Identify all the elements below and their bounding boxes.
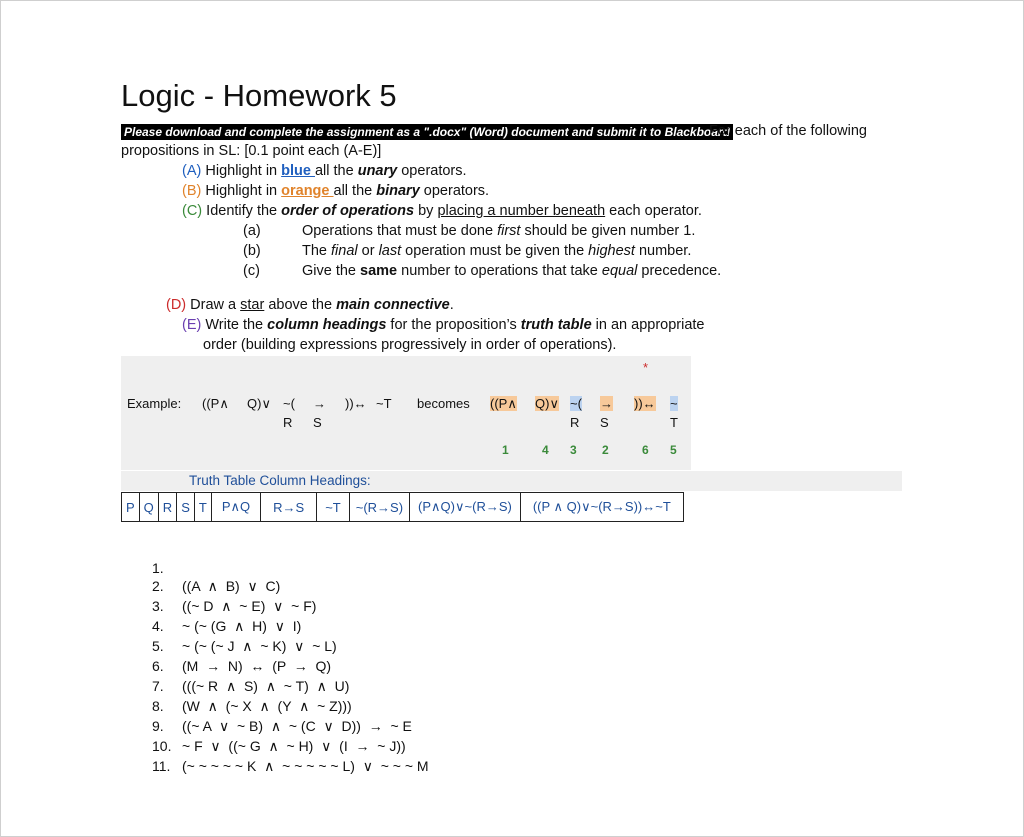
list-item-number: 5. (152, 638, 164, 654)
list-item: (M → N) ↔ (P → Q) (182, 658, 332, 674)
example-right-token-6: ~ (670, 396, 678, 411)
table-cell: ((P ∧ Q)∨~(R→S))↔~T (520, 493, 683, 522)
example-order-number: 5 (670, 443, 677, 457)
list-item-number: 6. (152, 658, 164, 674)
list-item-number: 8. (152, 698, 164, 714)
list-item-number: 3. (152, 598, 164, 614)
truth-table-heading-label: Truth Table Column Headings: (189, 473, 371, 488)
table-cell: ~(R→S) (349, 493, 409, 522)
list-item: (W ∧ (~ X ∧ (Y ∧ ~ Z))) (182, 698, 352, 714)
example-order-number: 4 (542, 443, 549, 457)
table-cell: (P∧Q)∨~(R→S) (410, 493, 521, 522)
list-item-number: 7. (152, 678, 164, 694)
instruction-c-sub-b: The final or last operation must be given the highest number. (302, 243, 692, 259)
list-item: ((A ∧ B) ∨ C) (182, 578, 281, 594)
list-item-number: 1. (152, 560, 164, 576)
example-right-r: R (570, 415, 580, 430)
example-order-number: 6 (642, 443, 649, 457)
intro-line-1: For each of the following (709, 123, 867, 139)
example-left-token-5: ))↔ (345, 396, 367, 411)
table-cell: R (158, 493, 176, 522)
list-item-number: 4. (152, 618, 164, 634)
table-cell: P∧Q (211, 493, 260, 522)
example-becomes: becomes (417, 396, 470, 411)
instruction-c: (C) Identify the order of operations by placing a number beneath each operator. (182, 203, 702, 219)
instruction-c-sub-c: Give the same number to operations that take equal precedence. (302, 263, 722, 279)
example-left-r: R (283, 415, 293, 430)
table-cell: ~T (317, 493, 350, 522)
list-item: ((~ D ∧ ~ E) ∨ ~ F) (182, 598, 317, 614)
example-left-s: S (313, 415, 322, 430)
list-item: ~ (~ (~ J ∧ ~ K) ∨ ~ L) (182, 638, 337, 654)
instruction-c-sub-c-label: (c) (243, 263, 260, 279)
example-left-token-3: ~( (283, 396, 295, 411)
list-item-number: 9. (152, 718, 164, 734)
list-item: (~ ~ ~ ~ ~ K ∧ ~ ~ ~ ~ ~ L) ∨ ~ ~ ~ M (182, 758, 429, 774)
instruction-c-sub-a-label: (a) (243, 223, 261, 239)
instruction-e-line-2: order (building expressions progressively in order of operations). (203, 337, 617, 353)
example-order-number: 2 (602, 443, 609, 457)
instruction-c-sub-b-label: (b) (243, 243, 261, 259)
table-cell: T (194, 493, 211, 522)
example-left-token-4: → (313, 396, 326, 411)
table-cell: Q (139, 493, 158, 522)
instruction-a: (A) Highlight in blue all the unary operators. (182, 163, 467, 179)
list-item: ~ F ∨ ((~ G ∧ ~ H) ∨ (I → ~ J)) (182, 738, 406, 754)
page-title: Logic - Homework 5 (121, 78, 397, 113)
submission-banner: Please download and complete the assignment as a ".docx" (Word) document and submit it to Blackboard (121, 124, 733, 140)
example-left-token-2: Q)∨ (247, 396, 271, 411)
table-cell: S (177, 493, 195, 522)
instruction-b: (B) Highlight in orange all the binary operators. (182, 183, 490, 199)
example-label: Example: (127, 396, 182, 411)
list-item-number: 10. (152, 738, 172, 754)
example-left-token-6: ~T (376, 396, 392, 411)
example-right-token-3: ~( (570, 396, 582, 411)
example-right-s: S (600, 415, 609, 430)
example-right-token-1: ((P∧ (490, 396, 517, 411)
list-item-number: 11. (152, 758, 171, 774)
list-item: ((~ A ∨ ~ B) ∧ ~ (C ∨ D)) → ~ E (182, 718, 412, 734)
example-order-number: 1 (502, 443, 509, 457)
example-left-token-1: ((P∧ (202, 396, 229, 411)
main-connective-star-icon: * (643, 360, 649, 375)
table-cell: P (122, 493, 140, 522)
example-right-token-2: Q)∨ (535, 396, 559, 411)
list-item: (((~ R ∧ S) ∧ ~ T) ∧ U) (182, 678, 350, 694)
example-order-number: 3 (570, 443, 577, 457)
example-right-t: T (670, 415, 678, 430)
instruction-e: (E) Write the column headings for the proposition’s truth table in an appropriate (182, 317, 705, 333)
instruction-c-sub-a: Operations that must be done first should be given number 1. (302, 223, 696, 239)
truth-table-headings (121, 492, 684, 522)
intro-line-2: propositions in SL: [0.1 point each (A-E)] (121, 143, 382, 159)
table-row (122, 493, 684, 522)
table-cell: R→S (261, 493, 317, 522)
example-right-token-4: → (600, 396, 613, 411)
example-right-token-5: ))↔ (634, 396, 656, 411)
instruction-d: (D) Draw a star above the main connective. (166, 297, 454, 313)
list-item: ~ (~ (G ∧ H) ∨ I) (182, 618, 302, 634)
list-item-number: 2. (152, 578, 164, 594)
